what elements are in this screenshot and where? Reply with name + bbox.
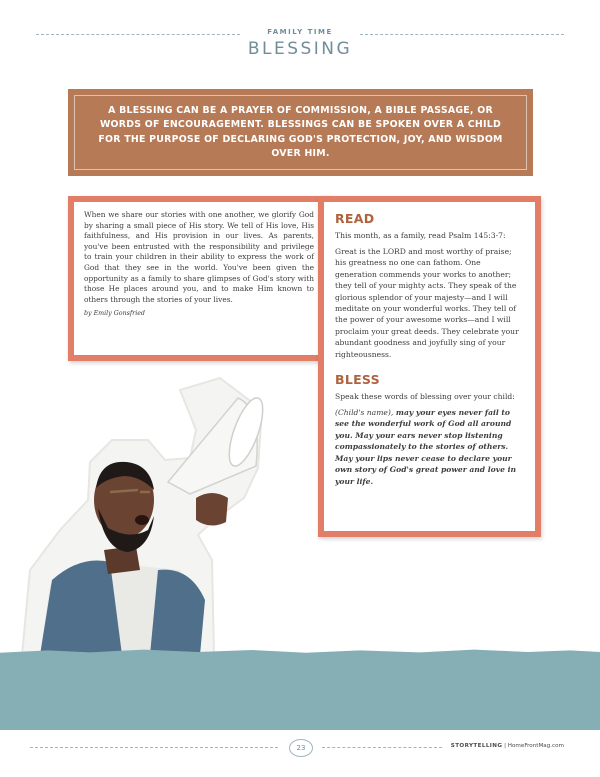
footer-paper-band [0, 653, 600, 730]
section-kicker: FAMILY TIME [267, 28, 333, 36]
psalm-passage: Great is the LORD and most worthy of praise; his greatness no one can fathom. One generation commends your works to another; they tell of your mighty acts. They speak of the glorious splendor of your majesty—and I will meditate on your wonderful works. They tell of the power of your awesome works—and I will proclaim your great deeds. They celebrate your abundant goodness and joyfully sing of your righteousness. [335, 247, 519, 359]
mouth [135, 515, 149, 525]
page-header [0, 28, 600, 59]
footer-credit [451, 743, 564, 749]
footer-rule-right [322, 747, 442, 748]
page-number: 23 [289, 739, 313, 757]
banner-text: A BLESSING CAN BE A PRAYER OF COMMISSION, A BIBLE PASSAGE, OR WORDS OF ENCOURAGEMENT. BLESSINGS CAN BE SPOKEN OVER A CHILD FOR THE PURPOSE OF DECLARING GOD'S PROTECTION, JOY, AND WISDOM OVER HIM. [98, 104, 503, 159]
footer-site-link[interactable]: HomeFrontMag.com [507, 743, 564, 749]
read-heading: READ [335, 211, 375, 226]
intro-banner [68, 89, 533, 176]
blessing-body: may your eyes never fail to see the wonderful work of God all around you. May your ears never stop listening compassionately to the stories of others. May your lips never cease to declare your own story of God's great power and love in your life. [335, 408, 516, 486]
page-title: BLESSING [247, 39, 353, 59]
footer-rule-left [30, 747, 278, 748]
man-with-megaphone-photo [0, 370, 300, 660]
story-paragraph: When we share our stories with one another, we glorify God by sharing a small piece of His story. We tell of His love, His faithfulness, and His provision in our lives. As parents, you've been entrusted with the responsibility and privilege to train your children in their ability to express the work of God that they see in the world. You've been given the opportunity as a family to share glimpses of God's story with those He places around you, and to make Him known to others through the stories of your lives. [84, 210, 314, 304]
read-intro: This month, as a family, read Psalm 145:3-7: [335, 231, 506, 240]
story-box [68, 196, 330, 361]
bless-intro: Speak these words of blessing over your child: [335, 392, 515, 402]
blessing-text [335, 407, 524, 487]
header-rule-left [36, 34, 240, 35]
story-byline: by Emily Gonsfried [84, 310, 145, 318]
arm [196, 493, 228, 526]
blessing-lead: (Child's name), [335, 408, 394, 418]
footer-section: STORYTELLING [450, 743, 503, 749]
read-bless-box [318, 196, 541, 537]
header-rule-right [360, 34, 564, 35]
bless-heading: BLESS [335, 372, 380, 388]
footer-separator: | [502, 743, 508, 749]
